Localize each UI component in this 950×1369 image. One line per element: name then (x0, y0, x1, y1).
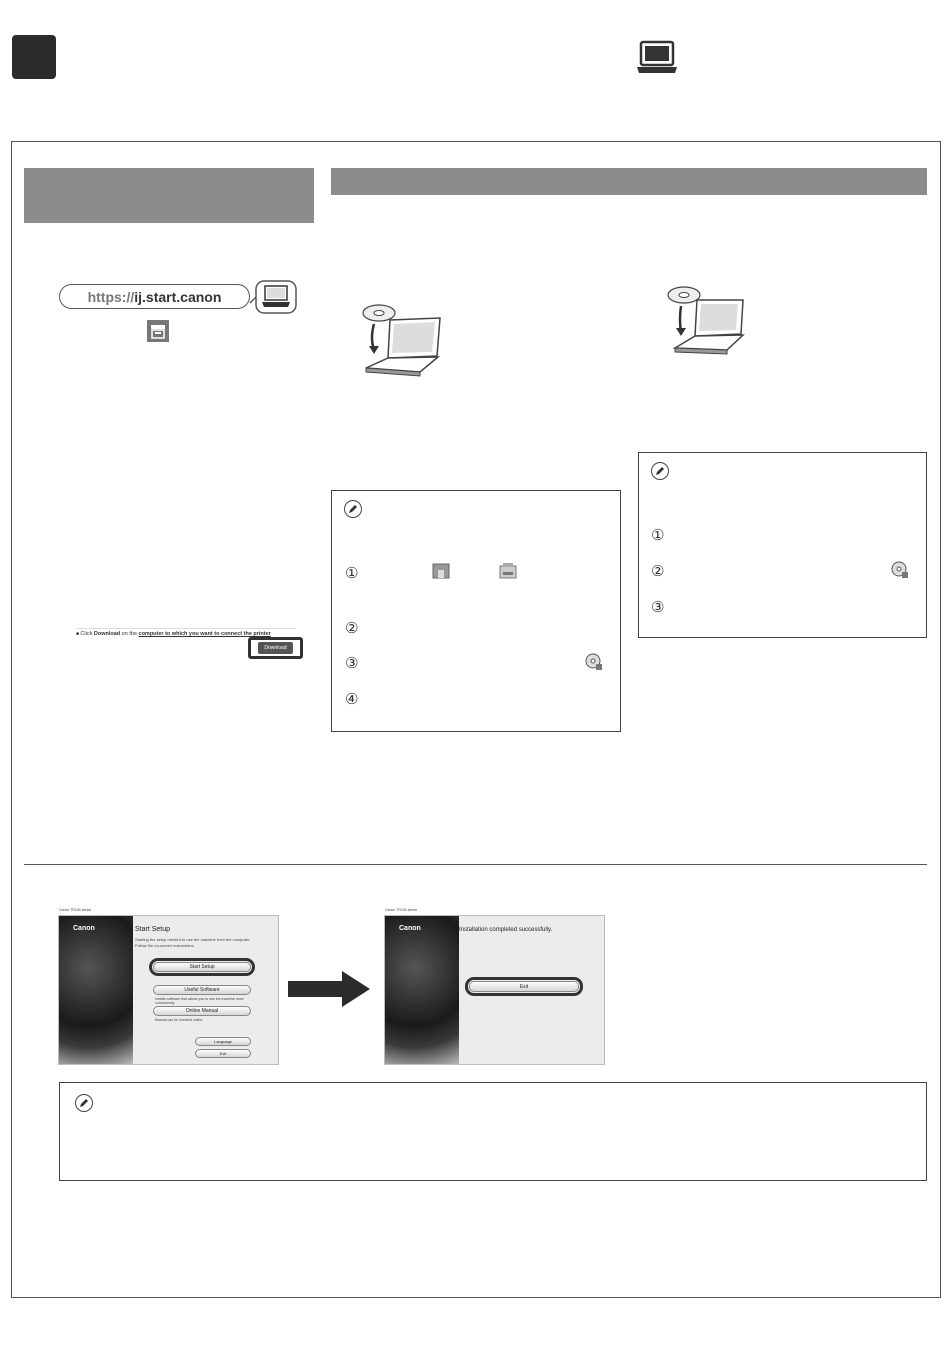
insert-cd-illustration-right (667, 284, 749, 365)
note-box-mac (638, 452, 927, 638)
note-a-item-4: ④ (345, 690, 359, 708)
note-b-item-3: ③ (651, 598, 665, 616)
right-section-header (331, 168, 927, 195)
complete-message: Installation completed successfully. (459, 927, 553, 933)
start-setup-button[interactable]: Start Setup (153, 962, 251, 972)
folder-icon (432, 562, 450, 585)
install-complete-screenshot (384, 908, 605, 1065)
website-url[interactable] (59, 284, 250, 309)
online-manual-desc: Manual can be checked online. (155, 1018, 204, 1022)
download-instruction: ■ Click Download on the computer to which you want to connect the printer (76, 628, 296, 637)
note-a-item-1: ① (345, 564, 359, 582)
note-b-item-2: ② (651, 562, 665, 580)
step-number-box (12, 35, 56, 79)
setup-desc2: Follow the on-screen instructions. (135, 943, 195, 948)
setup-cd-icon-b (891, 561, 909, 584)
note-a-item-3: ③ (345, 654, 359, 672)
complete-side-image (385, 916, 459, 1064)
start-setup-screenshot (58, 908, 279, 1065)
note-box-windows (331, 490, 621, 732)
setup-side-image (59, 916, 133, 1064)
complete-brand: Canon (399, 925, 421, 932)
useful-software-desc: Installs software that allows you to use the machine more conveniently. (155, 997, 244, 1005)
note-a-item-2: ② (345, 619, 359, 637)
setup-caption: Canon TR150 series (59, 908, 92, 912)
download-box-icon (147, 320, 169, 347)
url-domain: ij.start.canon (134, 288, 222, 305)
download-middle: on the (120, 631, 139, 637)
exit-button-setup[interactable]: Exit (195, 1049, 251, 1058)
url-prefix: https:// (87, 288, 135, 305)
download-bold: Download (93, 631, 121, 637)
setup-brand: Canon (73, 925, 95, 932)
download-button-label: Download (258, 642, 292, 654)
setup-title: Start Setup (135, 926, 171, 933)
setup-cd-icon (585, 653, 603, 676)
laptop-icon (635, 40, 679, 81)
note-box-bottom (59, 1082, 927, 1181)
complete-caption: Canon TR150 series (385, 908, 418, 912)
language-button[interactable]: Language (195, 1037, 251, 1046)
download-button[interactable] (248, 637, 303, 659)
pencil-note-icon-b (651, 462, 669, 480)
exit-button-complete[interactable]: Exit (469, 981, 579, 992)
pencil-note-icon (344, 500, 362, 518)
left-section-header (24, 168, 314, 223)
download-link[interactable]: computer to which you want to connect the printer (138, 631, 271, 637)
pencil-note-icon-c (75, 1094, 93, 1112)
next-arrow-icon (342, 971, 370, 1007)
drive-icon (498, 562, 518, 585)
note-b-item-1: ① (651, 526, 665, 544)
insert-cd-illustration-left (362, 302, 444, 383)
section-divider (24, 864, 927, 865)
download-prefix: Click (80, 631, 94, 637)
setup-desc1: Starting the setup needed to use the machine from the computer. (135, 937, 251, 942)
laptop-callout-icon (248, 279, 300, 320)
next-arrow-body (288, 981, 343, 997)
useful-software-button[interactable]: Useful Software (153, 985, 251, 995)
online-manual-button[interactable]: Online Manual (153, 1006, 251, 1016)
